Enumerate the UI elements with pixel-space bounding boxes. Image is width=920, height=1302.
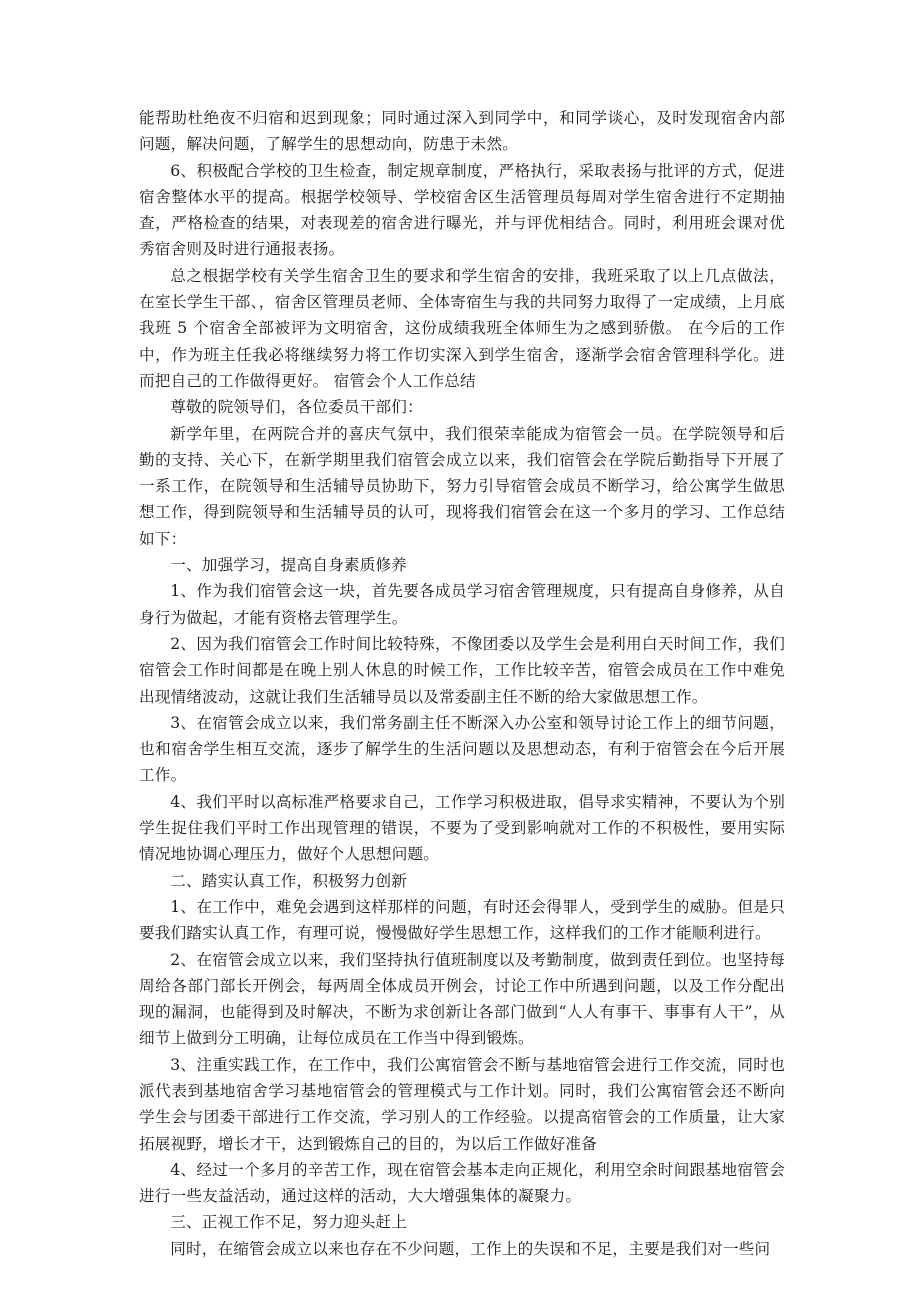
paragraph: 4、我们平时以高标准严格要求自己，工作学习积极进取，倡导求实精神，不要认为个别学生捉住我们平时工作出现管理的错误，不要为了受到影响就对工作的不积极性，要用实际情况地协调心理压力，做好个人思想问题。 xyxy=(139,792,785,864)
paragraph: 2、因为我们宿管会工作时间比较特殊，不像团委以及学生会是利用白天时间工作，我们宿管会工作时间都是在晚上别人休息的时候工作，工作比较辛苦，宿管会成员在工作中难免出现情绪波动，这就让我们生活辅导员以及常委副主任不断的给大家做思想工作。 xyxy=(139,634,785,706)
paragraph: 同时，在缩管会成立以来也存在不少问题，工作上的失误和不足，主要是我们对一些问 xyxy=(170,1239,771,1258)
paragraph: 1、作为我们宿管会这一块，首先要各成员学习宿舍管理规度，只有提高自身修养，从自身行为做起，才能有资格去管理学生。 xyxy=(139,582,785,627)
section-heading: 一、加强学习，提高自身素质修养 xyxy=(170,556,408,575)
paragraph: 尊敬的院领导们，各位委员干部们： xyxy=(170,398,423,417)
paragraph: 新学年里，在两院合并的喜庆气氛中，我们很荣幸能成为宿管会一员。在学院领导和后勤的支持、关心下，在新学期里我们宿管会成立以来，我们宿管会在学院后勤指导下开展了一系工作，在院领导和生活辅导员协助下，努力引导宿管会成员不断学习，给公寓学生做思想工作，得到院领导和生活辅导员的认可，现将我们宿管会在这一个多月的学习、工作总结如下： xyxy=(139,424,785,548)
paragraph: 2、在宿管会成立以来，我们坚持执行值班制度以及考勤制度，做到责任到位。也坚持每周给各部门部长开例会，每两周全体成员开例会，讨论工作中所遇到问题，以及工作分配出现的漏洞，也能得到及时解决，不断为求创新让各部门做到“人人有事干、事事有人干”，从细节上做到分工明确，让每位成员在工作当中得到锻炼。 xyxy=(139,950,785,1048)
paragraph: 1、在工作中，难免会遇到这样那样的问题，有时还会得罪人，受到学生的威胁。但是只要我们踏实认真工作，有理可说，慢慢做好学生思想工作，这样我们的工作才能顺利进行。 xyxy=(139,897,785,943)
paragraph: 能帮助杜绝夜不归宿和迟到现象；同时通过深入到同学中，和同学谈心，及时发现宿舍内部问题，解决问题，了解学生的思想动向，防患于未然。 xyxy=(139,109,785,154)
paragraph: 3、在宿管会成立以来，我们常务副主任不断深入办公室和领导讨论工作上的细节问题，也和宿舍学生相互交流，逐步了解学生的生活问题以及思想动态，有利于宿管会在今后开展工作。 xyxy=(139,713,785,785)
document-body xyxy=(139,105,785,1262)
paragraph: 4、经过一个多月的辛苦工作，现在宿管会基本走向正规化，利用空余时间跟基地宿管会进行一些友益活动，通过这样的活动，大大增强集体的凝聚力。 xyxy=(139,1160,785,1206)
paragraph: 6、积极配合学校的卫生检查，制定规章制度，严格执行，采取表扬与批评的方式，促进宿舍整体水平的提高。根据学校领导、学校宿舍区生活管理员每周对学生宿舍进行不定期抽查，严格检查的结果，对表现差的宿舍进行曝光，并与评优相结合。同时，利用班会课对优秀宿舍则及时进行通报表扬。 xyxy=(139,161,785,259)
paragraph: 总之根据学校有关学生宿舍卫生的要求和学生宿舍的安排，我班采取了以上几点做法，在室长学生干部、，宿舍区管理员老师、全体寄宿生与我的共同努力取得了一定成绩，上月底我班 5 个宿舍全部被评为文明宿舍，这份成绩我班全体师生为之感到骄傲。 在今后的工作中，作为班主任我必将继续努力将工作切实深入到学生宿舍，逐渐学会宿舍管理科学化。进而把自己的工作做得更好。 宿管会个人工作总结 xyxy=(139,266,785,390)
section-heading: 三、正视工作不足，努力迎头赶上 xyxy=(170,1213,408,1232)
paragraph: 3、注重实践工作，在工作中，我们公寓宿管会不断与基地宿管会进行工作交流，同时也派代表到基地宿舍学习基地宿管会的管理模式与工作计划。同时，我们公寓宿管会还不断向学生会与团委干部进行工作交流，学习别人的工作经验。以提高宿管会的工作质量，让大家拓展视野，增长才干，达到锻炼自己的目的，为以后工作做好准备 xyxy=(139,1055,785,1153)
section-heading: 二、踏实认真工作，积极努力创新 xyxy=(170,871,408,890)
